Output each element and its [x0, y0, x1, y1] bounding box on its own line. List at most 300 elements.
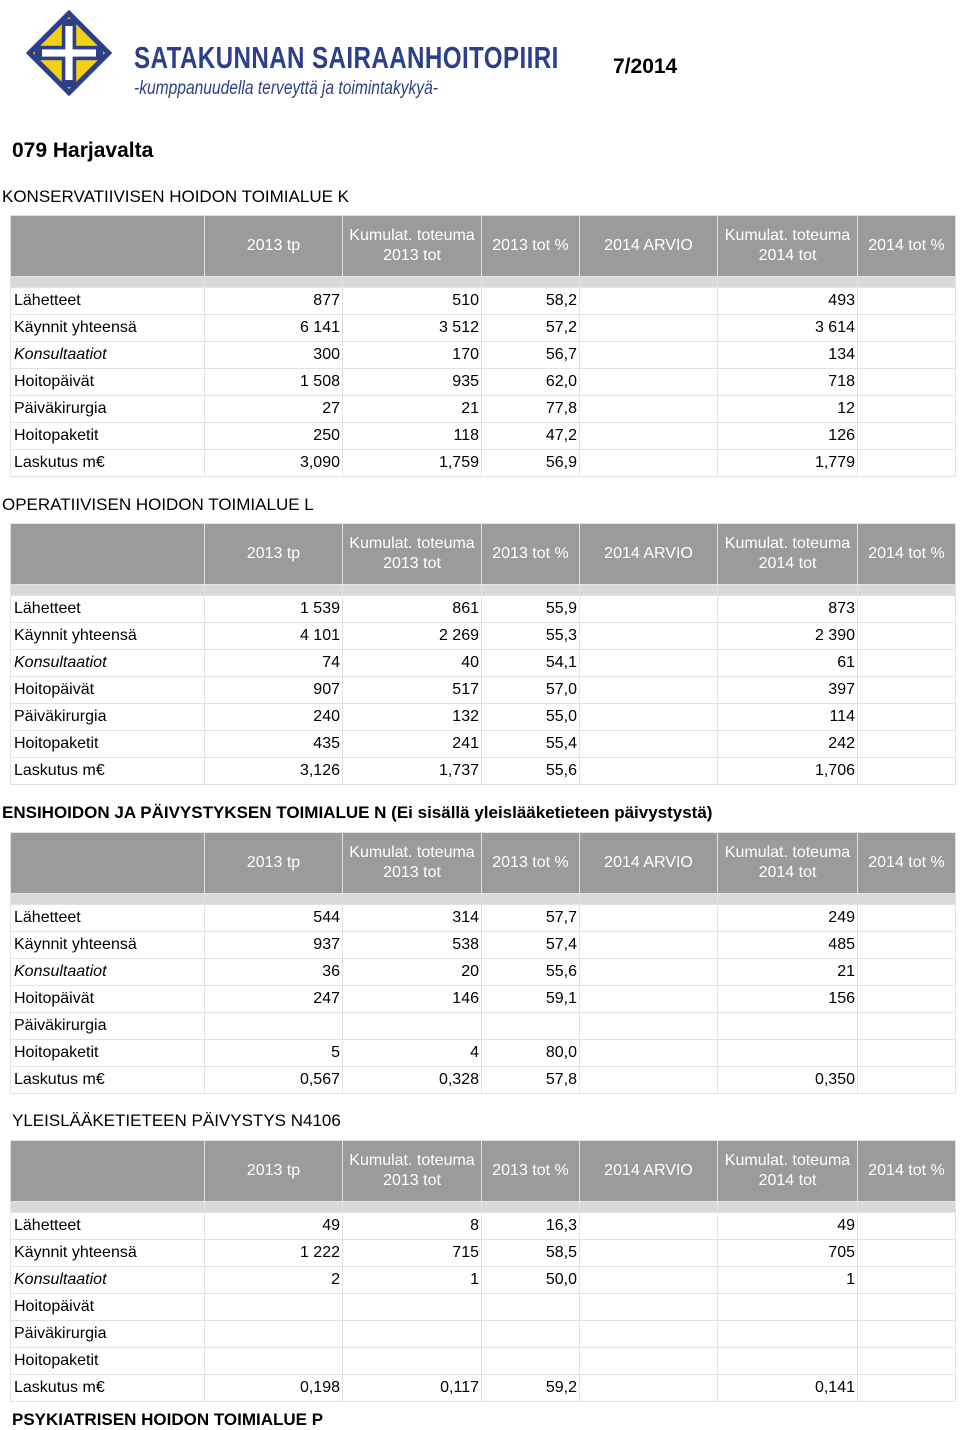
- value-cell: [482, 1294, 580, 1321]
- value-cell: 538: [343, 932, 482, 959]
- value-cell: 0,117: [343, 1375, 482, 1402]
- logo-cross-icon: [24, 8, 114, 98]
- value-cell: [718, 1321, 858, 1348]
- value-cell: 126: [718, 423, 858, 450]
- row-label: Lähetteet: [11, 288, 205, 315]
- value-cell: 397: [718, 677, 858, 704]
- value-cell: 250: [205, 423, 343, 450]
- value-cell: 134: [718, 342, 858, 369]
- table-row: [11, 1294, 956, 1321]
- table-row: [11, 677, 956, 704]
- value-cell: 118: [343, 423, 482, 450]
- value-cell: [205, 1321, 343, 1348]
- value-cell: 49: [205, 1213, 343, 1240]
- spacer-cell: [205, 585, 343, 596]
- value-cell: [343, 1294, 482, 1321]
- table-row: [11, 1013, 956, 1040]
- header-row: [11, 1141, 956, 1202]
- row-label: Konsultaatiot: [11, 1267, 205, 1294]
- value-cell: [482, 1321, 580, 1348]
- value-cell: 16,3: [482, 1213, 580, 1240]
- value-cell: 1 222: [205, 1240, 343, 1267]
- value-cell: [858, 1294, 956, 1321]
- value-cell: 3 614: [718, 315, 858, 342]
- spacer-cell: [718, 1202, 858, 1213]
- value-cell: [858, 1013, 956, 1040]
- value-cell: [858, 623, 956, 650]
- value-cell: 5: [205, 1040, 343, 1067]
- spacer-cell: [11, 894, 205, 905]
- value-cell: 59,2: [482, 1375, 580, 1402]
- value-cell: 0,198: [205, 1375, 343, 1402]
- column-header: [11, 524, 205, 585]
- value-cell: 1 508: [205, 369, 343, 396]
- value-cell: [482, 1013, 580, 1040]
- value-cell: 55,3: [482, 623, 580, 650]
- column-header: Kumulat. toteuma 2013 tot: [343, 1141, 482, 1202]
- value-cell: 249: [718, 905, 858, 932]
- table-row: [11, 905, 956, 932]
- value-cell: 873: [718, 596, 858, 623]
- value-cell: 2 390: [718, 623, 858, 650]
- value-cell: [580, 1267, 718, 1294]
- column-header: 2013 tot %: [482, 524, 580, 585]
- value-cell: 59,1: [482, 986, 580, 1013]
- column-header: Kumulat. toteuma 2013 tot: [343, 216, 482, 277]
- row-label: Hoitopäivät: [11, 1294, 205, 1321]
- table-row: [11, 1240, 956, 1267]
- value-cell: [858, 959, 956, 986]
- row-label: Konsultaatiot: [11, 650, 205, 677]
- value-cell: 170: [343, 342, 482, 369]
- row-label: Lähetteet: [11, 905, 205, 932]
- value-cell: 907: [205, 677, 343, 704]
- value-cell: 4: [343, 1040, 482, 1067]
- row-label: Käynnit yhteensä: [11, 932, 205, 959]
- value-cell: [718, 1040, 858, 1067]
- value-cell: [580, 1067, 718, 1094]
- header-row: [11, 216, 956, 277]
- header-spacer-row: [11, 894, 956, 905]
- value-cell: [580, 1375, 718, 1402]
- value-cell: 6 141: [205, 315, 343, 342]
- section-title: ENSIHOIDON JA PÄIVYSTYKSEN TOIMIALUE N (Ei sisällä yleislääketieteen päivystystä): [2, 803, 713, 822]
- organization-name: SATAKUNNAN SAIRAANHOITOPIIRI: [134, 40, 559, 75]
- row-label: Hoitopaketit: [11, 423, 205, 450]
- value-cell: [858, 677, 956, 704]
- section-title: OPERATIIVISEN HOIDON TOIMIALUE L: [2, 495, 314, 514]
- column-header: 2014 tot %: [858, 524, 956, 585]
- spacer-cell: [858, 894, 956, 905]
- value-cell: [580, 450, 718, 477]
- value-cell: 61: [718, 650, 858, 677]
- value-cell: 3 512: [343, 315, 482, 342]
- value-cell: 247: [205, 986, 343, 1013]
- value-cell: 40: [343, 650, 482, 677]
- statistics-table: [10, 832, 956, 1094]
- value-cell: [343, 1348, 482, 1375]
- value-cell: [580, 396, 718, 423]
- value-cell: 77,8: [482, 396, 580, 423]
- value-cell: [858, 1067, 956, 1094]
- row-label: Laskutus m€: [11, 1067, 205, 1094]
- value-cell: 49: [718, 1213, 858, 1240]
- column-header: 2014 ARVIO: [580, 1141, 718, 1202]
- spacer-cell: [718, 894, 858, 905]
- value-cell: 4 101: [205, 623, 343, 650]
- row-label: Päiväkirurgia: [11, 1013, 205, 1040]
- statistics-table: [10, 1140, 956, 1402]
- value-cell: 861: [343, 596, 482, 623]
- value-cell: [858, 650, 956, 677]
- value-cell: 877: [205, 288, 343, 315]
- value-cell: 510: [343, 288, 482, 315]
- value-cell: [858, 1348, 956, 1375]
- table-row: [11, 450, 956, 477]
- table-row: [11, 704, 956, 731]
- row-label: Lähetteet: [11, 1213, 205, 1240]
- row-label: Päiväkirurgia: [11, 704, 205, 731]
- value-cell: [858, 1321, 956, 1348]
- row-label: Konsultaatiot: [11, 342, 205, 369]
- value-cell: 21: [718, 959, 858, 986]
- value-cell: [718, 1348, 858, 1375]
- column-header: 2013 tp: [205, 524, 343, 585]
- table-row: [11, 731, 956, 758]
- value-cell: 314: [343, 905, 482, 932]
- statistics-table: [10, 215, 956, 477]
- value-cell: 8: [343, 1213, 482, 1240]
- spacer-cell: [718, 277, 858, 288]
- section-title: YLEISLÄÄKETIETEEN PÄIVYSTYS N4106: [12, 1111, 341, 1130]
- value-cell: [580, 1013, 718, 1040]
- value-cell: 12: [718, 396, 858, 423]
- value-cell: 47,2: [482, 423, 580, 450]
- table-row: [11, 959, 956, 986]
- table-row: [11, 1321, 956, 1348]
- spacer-cell: [205, 894, 343, 905]
- column-header: [11, 1141, 205, 1202]
- spacer-cell: [205, 1202, 343, 1213]
- value-cell: [858, 1213, 956, 1240]
- value-cell: 1: [718, 1267, 858, 1294]
- statistics-table: [10, 523, 956, 785]
- column-header: 2014 ARVIO: [580, 524, 718, 585]
- value-cell: 937: [205, 932, 343, 959]
- value-cell: 54,1: [482, 650, 580, 677]
- value-cell: 36: [205, 959, 343, 986]
- value-cell: [858, 1375, 956, 1402]
- value-cell: [580, 1294, 718, 1321]
- spacer-cell: [205, 277, 343, 288]
- value-cell: [580, 677, 718, 704]
- value-cell: 241: [343, 731, 482, 758]
- spacer-cell: [482, 1202, 580, 1213]
- table-row: [11, 650, 956, 677]
- value-cell: [858, 986, 956, 1013]
- row-label: Hoitopäivät: [11, 677, 205, 704]
- value-cell: 2 269: [343, 623, 482, 650]
- value-cell: [858, 905, 956, 932]
- value-cell: [580, 423, 718, 450]
- value-cell: 435: [205, 731, 343, 758]
- value-cell: 156: [718, 986, 858, 1013]
- value-cell: [580, 986, 718, 1013]
- spacer-cell: [580, 894, 718, 905]
- value-cell: [858, 315, 956, 342]
- header-spacer-row: [11, 1202, 956, 1213]
- table-row: [11, 1375, 956, 1402]
- value-cell: [580, 731, 718, 758]
- value-cell: 58,2: [482, 288, 580, 315]
- value-cell: [718, 1013, 858, 1040]
- table-row: [11, 423, 956, 450]
- table-row: [11, 369, 956, 396]
- value-cell: [858, 369, 956, 396]
- value-cell: 485: [718, 932, 858, 959]
- column-header: [11, 833, 205, 894]
- value-cell: 55,9: [482, 596, 580, 623]
- value-cell: [858, 1267, 956, 1294]
- value-cell: [858, 450, 956, 477]
- row-label: Hoitopäivät: [11, 986, 205, 1013]
- value-cell: [580, 315, 718, 342]
- spacer-cell: [11, 277, 205, 288]
- column-header: 2013 tp: [205, 833, 343, 894]
- section-title: KONSERVATIIVISEN HOIDON TOIMIALUE K: [2, 187, 350, 206]
- spacer-cell: [11, 585, 205, 596]
- value-cell: 55,4: [482, 731, 580, 758]
- table-row: [11, 1213, 956, 1240]
- row-label: Päiväkirurgia: [11, 1321, 205, 1348]
- value-cell: [205, 1348, 343, 1375]
- value-cell: [858, 758, 956, 785]
- value-cell: 1,759: [343, 450, 482, 477]
- column-header: 2014 tot %: [858, 1141, 956, 1202]
- row-label: Laskutus m€: [11, 450, 205, 477]
- spacer-cell: [580, 1202, 718, 1213]
- table-row: [11, 1067, 956, 1094]
- value-cell: 55,0: [482, 704, 580, 731]
- value-cell: 146: [343, 986, 482, 1013]
- value-cell: 1,706: [718, 758, 858, 785]
- value-cell: 0,328: [343, 1067, 482, 1094]
- spacer-cell: [482, 894, 580, 905]
- column-header: Kumulat. toteuma 2014 tot: [718, 833, 858, 894]
- column-header: 2014 tot %: [858, 216, 956, 277]
- value-cell: 132: [343, 704, 482, 731]
- value-cell: [580, 1213, 718, 1240]
- value-cell: 3,126: [205, 758, 343, 785]
- value-cell: [343, 1013, 482, 1040]
- value-cell: [580, 1240, 718, 1267]
- spacer-cell: [718, 585, 858, 596]
- table-row: [11, 288, 956, 315]
- table-row: [11, 1348, 956, 1375]
- value-cell: 57,7: [482, 905, 580, 932]
- column-header: Kumulat. toteuma 2013 tot: [343, 833, 482, 894]
- spacer-cell: [858, 585, 956, 596]
- column-header: 2014 tot %: [858, 833, 956, 894]
- row-label: Hoitopaketit: [11, 1348, 205, 1375]
- value-cell: 27: [205, 396, 343, 423]
- spacer-cell: [343, 894, 482, 905]
- value-cell: 57,8: [482, 1067, 580, 1094]
- value-cell: 57,2: [482, 315, 580, 342]
- value-cell: [858, 342, 956, 369]
- value-cell: 55,6: [482, 959, 580, 986]
- value-cell: 21: [343, 396, 482, 423]
- value-cell: [858, 288, 956, 315]
- column-header: 2014 ARVIO: [580, 833, 718, 894]
- value-cell: [580, 758, 718, 785]
- value-cell: 2: [205, 1267, 343, 1294]
- unit-title: 079 Harjavalta: [12, 139, 154, 162]
- header-spacer-row: [11, 585, 956, 596]
- column-header: Kumulat. toteuma 2014 tot: [718, 524, 858, 585]
- value-cell: [858, 396, 956, 423]
- value-cell: 3,090: [205, 450, 343, 477]
- row-label: Hoitopaketit: [11, 1040, 205, 1067]
- value-cell: 240: [205, 704, 343, 731]
- value-cell: [580, 1040, 718, 1067]
- table-row: [11, 623, 956, 650]
- column-header: 2013 tot %: [482, 833, 580, 894]
- row-label: Käynnit yhteensä: [11, 623, 205, 650]
- value-cell: [205, 1013, 343, 1040]
- value-cell: 242: [718, 731, 858, 758]
- value-cell: 715: [343, 1240, 482, 1267]
- value-cell: 74: [205, 650, 343, 677]
- column-header: 2013 tp: [205, 216, 343, 277]
- value-cell: [718, 1294, 858, 1321]
- column-header: 2013 tot %: [482, 216, 580, 277]
- value-cell: [205, 1294, 343, 1321]
- value-cell: 50,0: [482, 1267, 580, 1294]
- value-cell: 544: [205, 905, 343, 932]
- value-cell: 1: [343, 1267, 482, 1294]
- value-cell: 57,0: [482, 677, 580, 704]
- value-cell: 0,350: [718, 1067, 858, 1094]
- row-label: Lähetteet: [11, 596, 205, 623]
- value-cell: [343, 1321, 482, 1348]
- value-cell: 0,141: [718, 1375, 858, 1402]
- table-row: [11, 1267, 956, 1294]
- spacer-cell: [343, 1202, 482, 1213]
- value-cell: 705: [718, 1240, 858, 1267]
- header-row: [11, 524, 956, 585]
- value-cell: 1,737: [343, 758, 482, 785]
- value-cell: [858, 704, 956, 731]
- table-row: [11, 986, 956, 1013]
- report-period: 7/2014: [613, 55, 678, 78]
- column-header: [11, 216, 205, 277]
- value-cell: [482, 1348, 580, 1375]
- row-label: Hoitopäivät: [11, 369, 205, 396]
- value-cell: 935: [343, 369, 482, 396]
- spacer-cell: [858, 277, 956, 288]
- value-cell: 56,9: [482, 450, 580, 477]
- row-label: Laskutus m€: [11, 758, 205, 785]
- value-cell: 20: [343, 959, 482, 986]
- value-cell: [580, 1321, 718, 1348]
- table-row: [11, 596, 956, 623]
- value-cell: 300: [205, 342, 343, 369]
- value-cell: 62,0: [482, 369, 580, 396]
- next-section-title: PSYKIATRISEN HOIDON TOIMIALUE P: [12, 1410, 324, 1429]
- row-label: Laskutus m€: [11, 1375, 205, 1402]
- column-header: Kumulat. toteuma 2013 tot: [343, 524, 482, 585]
- organization-logo: [14, 8, 559, 104]
- value-cell: [580, 932, 718, 959]
- column-header: 2014 ARVIO: [580, 216, 718, 277]
- row-label: Hoitopaketit: [11, 731, 205, 758]
- value-cell: [580, 650, 718, 677]
- row-label: Konsultaatiot: [11, 959, 205, 986]
- value-cell: [580, 1348, 718, 1375]
- row-label: Päiväkirurgia: [11, 396, 205, 423]
- table-row: [11, 758, 956, 785]
- value-cell: 58,5: [482, 1240, 580, 1267]
- column-header: Kumulat. toteuma 2014 tot: [718, 216, 858, 277]
- header-row: [11, 833, 956, 894]
- value-cell: 80,0: [482, 1040, 580, 1067]
- table-row: [11, 396, 956, 423]
- value-cell: 1 539: [205, 596, 343, 623]
- row-label: Käynnit yhteensä: [11, 315, 205, 342]
- value-cell: [858, 731, 956, 758]
- spacer-cell: [580, 585, 718, 596]
- value-cell: [580, 342, 718, 369]
- column-header: 2013 tp: [205, 1141, 343, 1202]
- spacer-cell: [343, 277, 482, 288]
- value-cell: 517: [343, 677, 482, 704]
- value-cell: [580, 959, 718, 986]
- value-cell: [858, 932, 956, 959]
- row-label: Käynnit yhteensä: [11, 1240, 205, 1267]
- value-cell: 114: [718, 704, 858, 731]
- value-cell: 55,6: [482, 758, 580, 785]
- spacer-cell: [11, 1202, 205, 1213]
- value-cell: [858, 1040, 956, 1067]
- column-header: 2013 tot %: [482, 1141, 580, 1202]
- value-cell: [580, 905, 718, 932]
- table-row: [11, 1040, 956, 1067]
- value-cell: 493: [718, 288, 858, 315]
- value-cell: [858, 1240, 956, 1267]
- table-row: [11, 342, 956, 369]
- spacer-cell: [580, 277, 718, 288]
- value-cell: [580, 288, 718, 315]
- spacer-cell: [343, 585, 482, 596]
- header-spacer-row: [11, 277, 956, 288]
- value-cell: [858, 596, 956, 623]
- value-cell: [858, 423, 956, 450]
- value-cell: 1,779: [718, 450, 858, 477]
- value-cell: 56,7: [482, 342, 580, 369]
- table-row: [11, 932, 956, 959]
- value-cell: [580, 596, 718, 623]
- spacer-cell: [858, 1202, 956, 1213]
- spacer-cell: [482, 277, 580, 288]
- spacer-cell: [482, 585, 580, 596]
- value-cell: [580, 369, 718, 396]
- value-cell: [580, 704, 718, 731]
- table-row: [11, 315, 956, 342]
- value-cell: [580, 623, 718, 650]
- column-header: Kumulat. toteuma 2014 tot: [718, 1141, 858, 1202]
- value-cell: 718: [718, 369, 858, 396]
